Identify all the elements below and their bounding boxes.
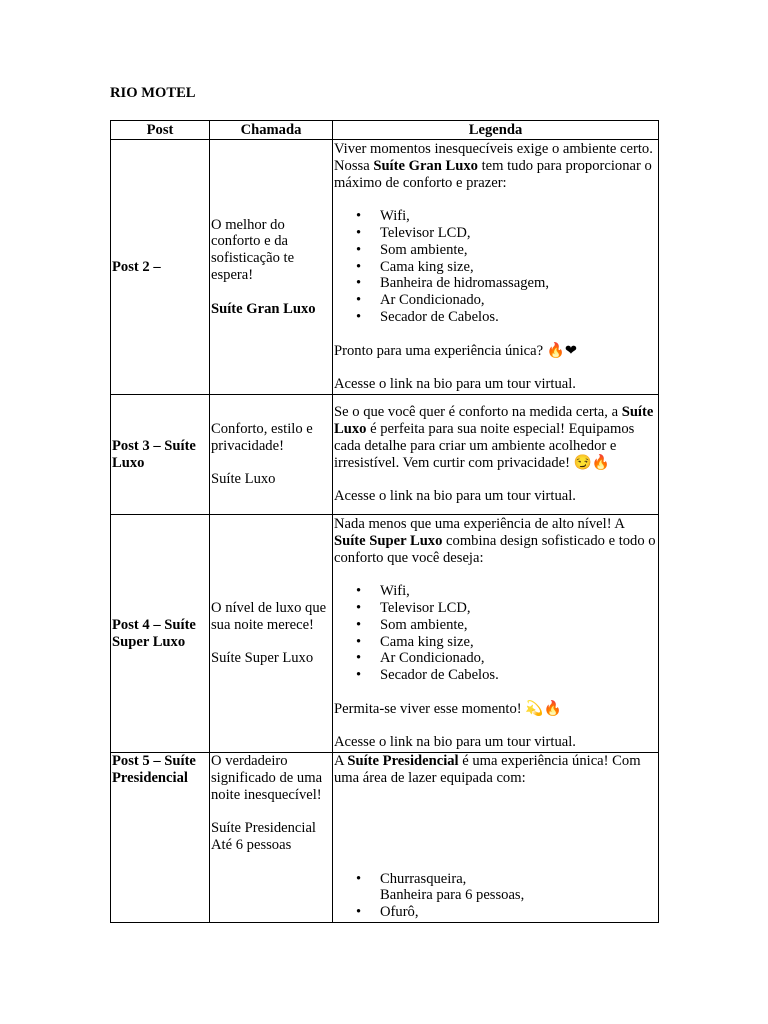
table-row bbox=[111, 395, 659, 515]
legenda-intro: Nada menos que uma experiência de alto nível! A Suíte Super Luxo combina design sofisticado e todo o conforto que você deseja: bbox=[334, 515, 656, 566]
chamada-text: O verdadeiro significado de uma noite inesquecível! bbox=[211, 753, 323, 803]
list-item: • Wifi, bbox=[380, 208, 657, 225]
document-title: RIO MOTEL bbox=[110, 85, 196, 101]
post-label: Post 4 – Suíte Super Luxo bbox=[111, 515, 210, 753]
chamada-text: Conforto, estilo e privacidade! bbox=[211, 420, 313, 454]
legenda-cta: Acesse o link na bio para um tour virtual. bbox=[334, 488, 576, 505]
list-item: • Secador de Cabelos. bbox=[380, 309, 657, 326]
chamada-suite-name: Suíte Luxo bbox=[211, 471, 276, 488]
list-item: • Wifi, bbox=[380, 583, 657, 600]
chamada-text: O nível de luxo que sua noite merece! bbox=[211, 599, 327, 633]
legenda-closing: Permita-se viver esse momento! 💫🔥 bbox=[334, 700, 562, 717]
chamada-cell bbox=[210, 395, 333, 515]
suite-name-bold: Suíte Gran Luxo bbox=[373, 157, 478, 174]
list-item: • Som ambiente, bbox=[380, 617, 657, 634]
chamada-cell bbox=[210, 140, 333, 395]
suite-name-bold: Suíte Super Luxo bbox=[334, 532, 443, 549]
header-post: Post bbox=[111, 121, 210, 140]
list-item: • Ar Condicionado, bbox=[380, 650, 657, 667]
legenda-cta: Acesse o link na bio para um tour virtual. bbox=[334, 376, 576, 393]
chamada-text: O melhor do conforto e da sofisticação te espera! bbox=[211, 216, 295, 283]
header-legenda: Legenda bbox=[333, 121, 659, 140]
list-item: • Som ambiente, bbox=[380, 242, 657, 259]
chamada-suite-name: Suíte Gran Luxo bbox=[211, 300, 316, 317]
list-item: • Secador de Cabelos. bbox=[380, 667, 657, 684]
suite-name-bold: Suíte Luxo bbox=[334, 404, 654, 437]
table-row bbox=[111, 515, 659, 753]
chamada-capacity: Até 6 pessoas bbox=[211, 836, 292, 853]
header-chamada: Chamada bbox=[210, 121, 333, 140]
list-item: • Banheira de hidromassagem, bbox=[380, 275, 657, 292]
legenda-closing: Pronto para uma experiência única? 🔥❤ bbox=[334, 342, 578, 359]
chamada-cell bbox=[210, 753, 333, 923]
list-item: • Cama king size, bbox=[380, 259, 657, 276]
table-header-row bbox=[111, 121, 659, 140]
suite-name-bold: Suíte Presidencial bbox=[347, 753, 459, 769]
list-item: • Churrasqueira, bbox=[380, 871, 657, 888]
legenda-cell bbox=[333, 753, 659, 923]
legenda-cell bbox=[333, 395, 659, 515]
list-item: Banheira para 6 pessoas, bbox=[380, 887, 525, 904]
list-item: • Televisor LCD, bbox=[380, 225, 657, 242]
list-item: • Cama king size, bbox=[380, 634, 657, 651]
chamada-cell bbox=[210, 515, 333, 753]
legenda-intro: Viver momentos inesquecíveis exige o ambiente certo. Nossa Suíte Gran Luxo tem tudo para proporcionar o máximo de conforto e prazer: bbox=[334, 141, 653, 191]
legenda-cell bbox=[333, 140, 659, 395]
chamada-suite-name: Suíte Presidencial bbox=[211, 820, 316, 837]
amenities-list bbox=[334, 871, 657, 921]
post-label: Post 2 – bbox=[111, 140, 210, 395]
list-item: • Televisor LCD, bbox=[380, 600, 657, 617]
list-item: • Ofurô, bbox=[380, 904, 657, 921]
amenities-list bbox=[334, 583, 657, 684]
legenda-intro: Se o que você quer é conforto na medida certa, a Suíte Luxo é perfeita para sua noite especial! Equipamos cada detalhe para criar um ambiente acolhedor e irresistível. Vem curtir com privacidade! 😏🔥 bbox=[334, 404, 654, 471]
legenda-cta: Acesse o link na bio para um tour virtual. bbox=[334, 734, 576, 751]
post-label: Post 3 – Suíte Luxo bbox=[111, 395, 210, 515]
post-label: Post 5 – Suíte Presidencial bbox=[111, 753, 210, 923]
posts-table bbox=[110, 120, 659, 923]
table-row bbox=[111, 140, 659, 395]
list-item: • Ar Condicionado, bbox=[380, 292, 657, 309]
table-row bbox=[111, 753, 659, 923]
legenda-intro: A Suíte Presidencial é uma experiência única! Com uma área de lazer equipada com: bbox=[334, 753, 641, 786]
chamada-suite-name: Suíte Super Luxo bbox=[211, 650, 314, 667]
amenities-list bbox=[334, 208, 657, 326]
legenda-cell bbox=[333, 515, 659, 753]
